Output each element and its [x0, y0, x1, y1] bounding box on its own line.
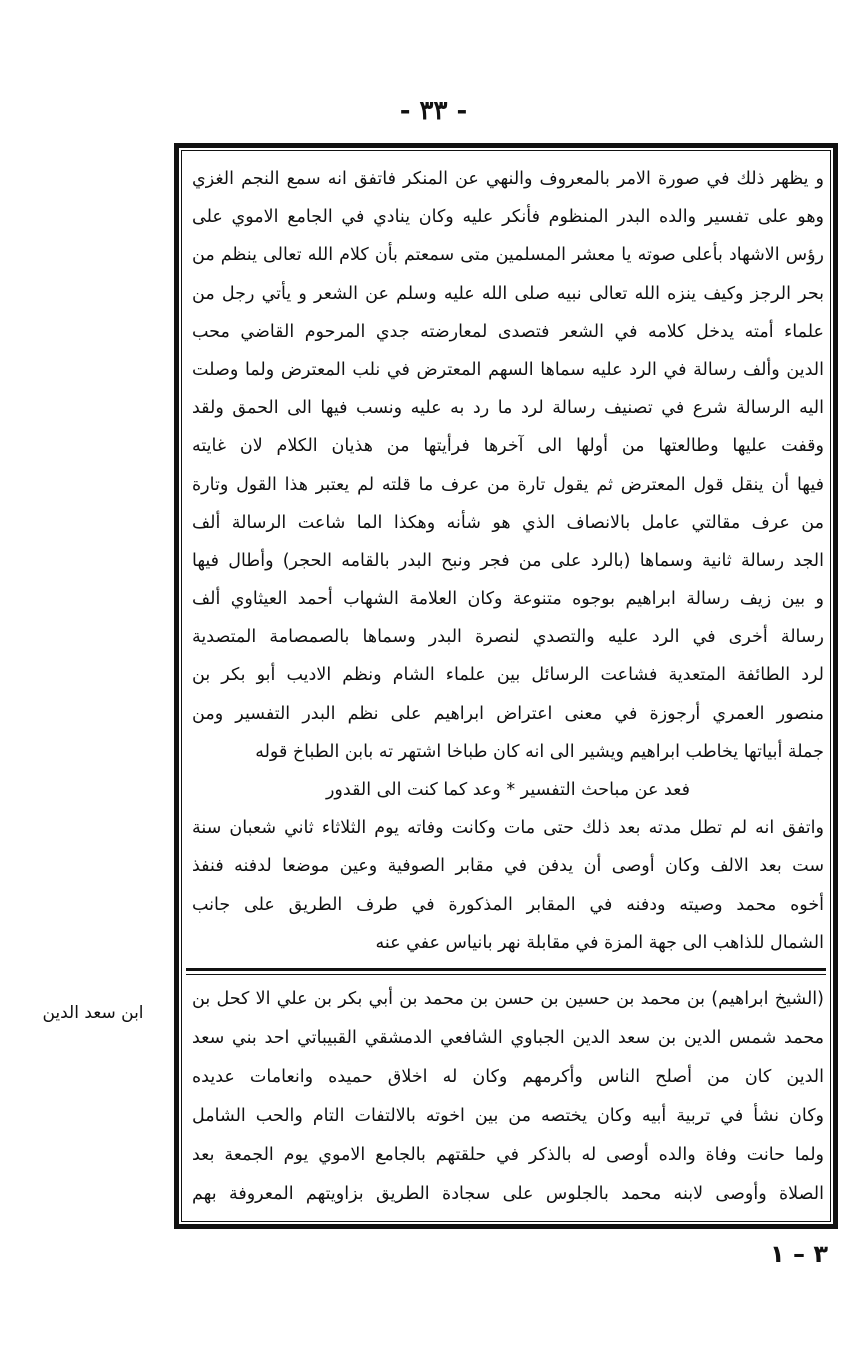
text-line: ست بعد الالف وكان أوصى أن يدفن في مقابر الصوفية وعين موضعا لدفنه فنفذ [192, 856, 824, 877]
page-number: - ٣٣ - [399, 96, 468, 126]
footnote-line: وكان نشأ في تربية أبيه وكان يختصه من بين اخوته بالالتفات التام والحب الشامل [192, 1106, 824, 1126]
text-line: جملة أبياتها يخاطب ابراهيم ويشير الى انه كان طباخا اشتهر ته بابن الطباخ قوله [255, 741, 824, 762]
text-line: الدين وألف رسالة في الرد عليه سماها السهم المعترض في نلب المعترض ولما وصلت [192, 359, 824, 380]
text-line: منصور العمري أرجوزة في معنى اعتراض ابراهيم على نظم البدر التفسير ومن [192, 703, 824, 724]
footnote-line: ولما حانت وفاة والده أوصى له بالذكر في حلقتهم بالجامع الاموي يوم الجمعة بعد [192, 1145, 824, 1165]
signature-mark: ٣ – ١ [769, 1240, 829, 1268]
footnote-line: الصلاة وأوصى لابنه محمد بالجلوس على سجادة الطريق بزاويتهم المعروفة بهم [192, 1184, 824, 1204]
footnote-line: محمد شمس الدين بن سعد الدين الجباوي الشافعي الدمشقي القبيباتي احد بني سعد [192, 1028, 824, 1048]
text-line: رسالة أخرى في الرد عليه والتصدي لنصرة البدر وسماها بالصمصامة المتصدية [192, 627, 824, 648]
footnote-divider [186, 968, 826, 971]
text-line: و بين زيف رسالة ابراهيم بوجوه متنوعة وكان العلامة الشهاب أحمد العيثاوي ألف [192, 589, 824, 610]
footnote-divider-thin [186, 974, 826, 975]
text-line: واتفق انه لم تطل مدته بعد ذلك حتى مات وكانت وفاته يوم الثلاثاء ثاني شعبان سنة [192, 818, 824, 839]
verse-line: فعد عن مباحث التفسير * وعد كما كنت الى القدور [325, 780, 690, 800]
text-line: رؤس الاشهاد بأعلى صوته يا معشر المسلمين متى سمعتم بأن كلام الله تعالى ينظم من [192, 245, 824, 266]
text-line: الجد رسالة ثانية وسماها (بالرد على من فجر ونبح البدر بالقامه الحجر) وأطال فيها [192, 550, 824, 571]
text-line: بحر الرجز وكيف ينزه الله تعالى نبيه صلى الله عليه وسلم عن الشعر و يأتي رجل من [192, 283, 824, 304]
text-line: لرد الطائفة المتعدية فشاعت الرسائل بين علماء الشام ونظم الاديب أبو بكر بن [192, 665, 824, 686]
text-line: من عرف مقالتي عامل بالانصاف الذي هو شأنه وهكذا الما شاعت الرسالة ألف [192, 512, 824, 533]
text-line: وهو على تفسير والده البدر المنظوم فأنكر عليه وكان ينادي في الجامع الاموي على [192, 207, 824, 228]
footnote-text [192, 980, 824, 1215]
text-line: الشمال للذاهب الى جهة المزة في مقابلة نهر بانياس عفي عنه [375, 932, 824, 953]
text-line: و يظهر ذلك في صورة الامر بالمعروف والنهي عن المنكر فاتفق انه سمع النجم الغزي [192, 169, 824, 189]
text-line: اليه الرسالة شرع في تصنيف رسالة لرد ما رد به عليه ونسب فيها الى الحمق ولقد [192, 398, 824, 419]
main-text [192, 160, 824, 960]
text-line: أخوه محمد وصيته ودفنه في المقابر المذكورة في طرف الطريق على جانب [192, 894, 824, 915]
text-line: فيها أن ينقل قول المعترض ثم يقول تارة من عرف ما قلته لم يعتبر هذا القول وتارة [192, 474, 824, 495]
text-line: علماء أمته يدخل كلامه في الشعر فتصدى لمعارضته جدي المرحوم القاضي محب [192, 321, 824, 342]
footnote-line: (الشيخ ابراهيم) بن محمد بن حسين بن حسن بن محمد بن أبي بكر بن علي الا كحل بن [192, 989, 824, 1009]
text-line: وقفت عليها وطالعتها من أولها الى آخرها فرأيتها من هذيان الكلام لان غايته [192, 436, 824, 457]
margin-note: ابن سعد الدين [42, 1003, 144, 1023]
footnote-line: الدين كان من أصلح الناس وأكرمهم وكان له اخلاق حميده وانعامات عديده [192, 1067, 824, 1087]
